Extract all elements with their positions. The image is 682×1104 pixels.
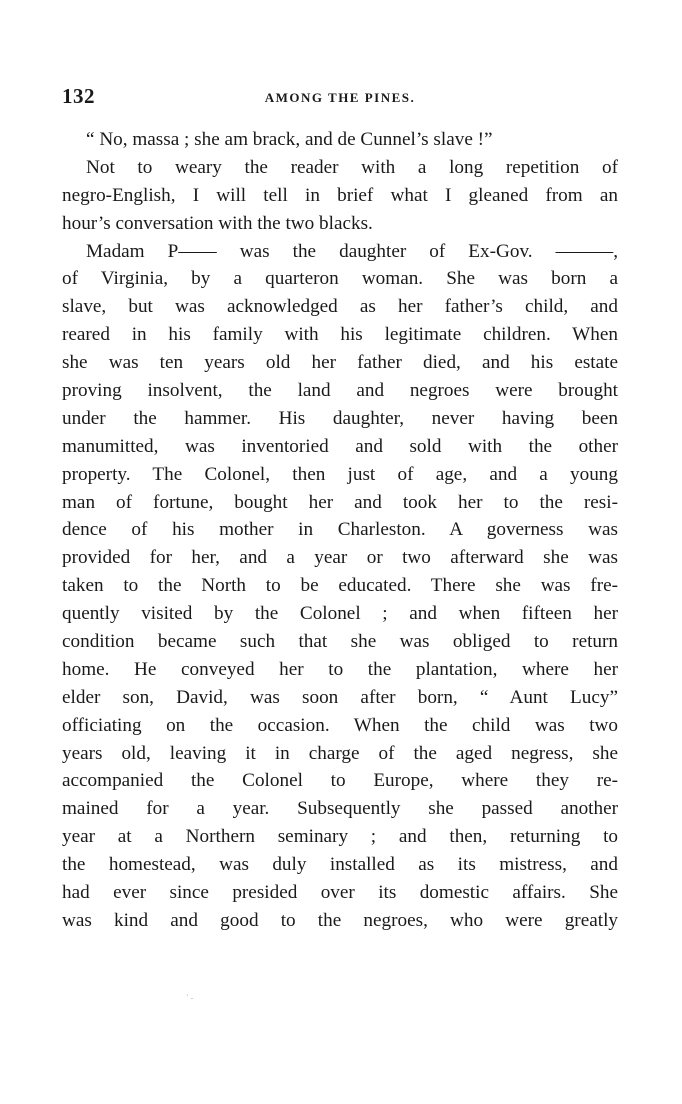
text-line: home. He conveyed her to the plantation, where her xyxy=(62,658,618,680)
text-line: manumitted, was inventoried and sold with the other xyxy=(62,435,618,457)
text-line: condition became such that she was obliged to return xyxy=(62,631,618,653)
text-line: slave, but was acknowledged as her father’s child, and xyxy=(62,296,618,318)
text-line: was kind and good to the negroes, who were greatly xyxy=(62,909,618,931)
text-line: “ No, massa ; she am brack, and de Cunnel’s slave !” xyxy=(86,129,493,150)
text-line: man of fortune, bought her and took her to the resi- xyxy=(62,491,618,513)
text-line: year at a Northern seminary ; and then, returning to xyxy=(62,826,618,848)
text-line: had ever since presided over its domestic affairs. She xyxy=(62,882,618,904)
text-line: of Virginia, by a quarteron woman. She was born a xyxy=(62,268,618,290)
text-line: the homestead, was duly installed as its mistress, and xyxy=(62,854,618,876)
text-line: property. The Colonel, then just of age, and a young xyxy=(62,463,618,485)
text-line: taken to the North to be educated. There she was fre- xyxy=(62,575,618,597)
running-title: AMONG THE PINES. xyxy=(264,90,416,105)
text-line: negro-English, I will tell in brief what I gleaned from an xyxy=(62,184,618,206)
text-line: officiating on the occasion. When the child was two xyxy=(62,714,618,736)
text-line: quently visited by the Colonel ; and when fifteen her xyxy=(62,603,618,625)
text-line: hour’s conversation with the two blacks. xyxy=(62,212,373,234)
text-line: years old, leaving it in charge of the aged negress, she xyxy=(62,742,618,764)
text-line: Not to weary the reader with a long repetition of xyxy=(86,156,618,178)
text-line: Madam P—— was the daughter of Ex-Gov. ———, xyxy=(86,240,618,262)
body-text xyxy=(62,126,618,935)
text-line: provided for her, and a year or two afterward she was xyxy=(62,547,618,569)
ink-smudge: · ˍ xyxy=(186,991,194,1000)
text-line: accompanied the Colonel to Europe, where they re- xyxy=(62,770,618,792)
text-line: elder son, David, was soon after born, “ Aunt Lucy” xyxy=(62,686,618,708)
text-line: dence of his mother in Charleston. A governess was xyxy=(62,519,618,541)
page-number: 132 xyxy=(62,84,95,108)
text-line: proving insolvent, the land and negroes were brought xyxy=(62,380,618,402)
text-line: under the hammer. His daughter, never having been xyxy=(62,407,618,429)
text-line: mained for a year. Subsequently she passed another xyxy=(62,798,618,820)
page-header xyxy=(62,84,618,114)
text-line: reared in his family with his legitimate children. When xyxy=(62,324,618,346)
text-line: she was ten years old her father died, and his estate xyxy=(62,352,618,374)
